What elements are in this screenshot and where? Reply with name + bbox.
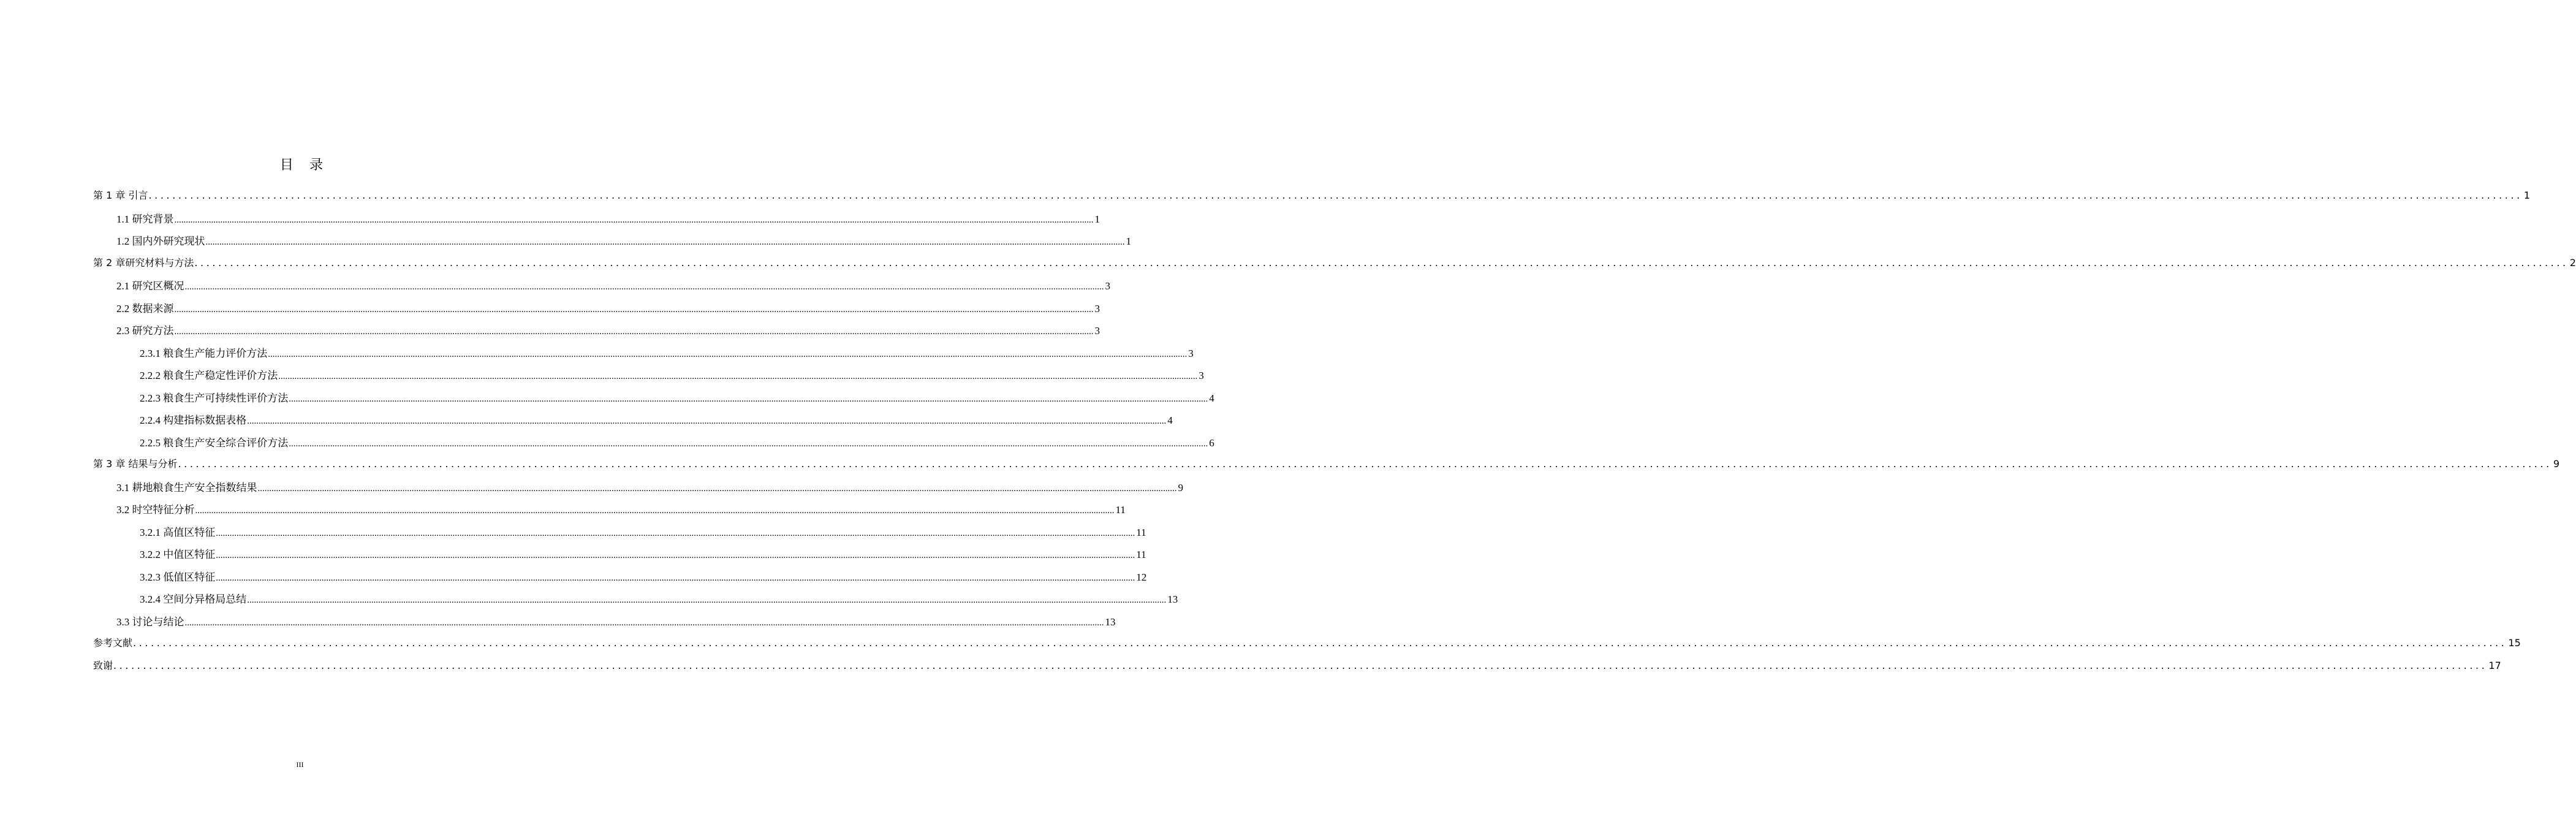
toc-entry-page: 3 — [1094, 302, 1100, 315]
toc-entry-label: 2.2.5 粮食生产安全综合评价方法 — [140, 437, 289, 449]
toc-entry[interactable] — [93, 345, 1194, 367]
toc-entry-page: 12 — [1136, 571, 1147, 583]
toc-entry-page: 3 — [1199, 370, 1204, 381]
toc-entry[interactable] — [93, 277, 1110, 300]
dot-leader: ................................................................................................................................................................................................................................................................................................................................................................................................................ — [133, 637, 2507, 649]
toc-entry-page: 15 — [2508, 637, 2521, 649]
toc-entry-label: 3.3 讨论与结论 — [116, 616, 184, 628]
toc-entry[interactable] — [93, 456, 2560, 479]
toc-entry[interactable] — [93, 322, 1100, 345]
toc-entry[interactable] — [93, 568, 1147, 591]
toc-entry-page: 3 — [1094, 325, 1100, 337]
toc-entry-page: 3 — [1105, 280, 1110, 292]
toc-entry-label: 第 3 章 结果与分析 — [93, 458, 178, 470]
dot-leader: ................................................................................................................................................................................................................................................................................................................................................................................................................ — [216, 573, 1135, 583]
toc-entry[interactable] — [93, 613, 1116, 636]
toc-entry[interactable] — [93, 188, 2531, 210]
toc-entry-label: 1.2 国内外研究现状 — [116, 235, 205, 247]
toc-entry-label: 3.2.1 高值区特征 — [140, 526, 216, 538]
toc-entry-label: 参考文献 — [93, 637, 133, 649]
dot-leader: ................................................................................................................................................................................................................................................................................................................................................................................................................ — [205, 237, 1125, 247]
dot-leader: ................................................................................................................................................................................................................................................................................................................................................................................................................ — [184, 282, 1104, 292]
toc-entry[interactable] — [93, 658, 2501, 681]
toc-entry[interactable] — [93, 255, 2576, 278]
toc-entry-label: 第 1 章 引言 — [93, 189, 148, 201]
toc-entry-label: 3.1 耕地粮食生产安全指数结果 — [116, 481, 257, 494]
dot-leader: ................................................................................................................................................................................................................................................................................................................................................................................................................ — [216, 551, 1135, 560]
dot-leader: ................................................................................................................................................................................................................................................................................................................................................................................................................ — [257, 483, 1177, 494]
toc-entry[interactable] — [93, 590, 1178, 613]
toc-entry-page: 6 — [1209, 437, 1214, 449]
toc-entry-label: 2.2.3 粮食生产可持续性评价方法 — [140, 392, 289, 404]
dot-leader: ................................................................................................................................................................................................................................................................................................................................................................................................................ — [174, 327, 1094, 337]
toc-entry-page: 4 — [1167, 414, 1173, 426]
dot-leader: ................................................................................................................................................................................................................................................................................................................................................................................................................ — [174, 304, 1094, 315]
toc-entry-page: 1 — [1094, 213, 1100, 225]
toc-entry-page: 13 — [1167, 593, 1178, 605]
dot-leader: ................................................................................................................................................................................................................................................................................................................................................................................................................ — [174, 215, 1094, 225]
toc-entry-page: 9 — [1178, 481, 1183, 494]
dot-leader: ................................................................................................................................................................................................................................................................................................................................................................................................................ — [113, 659, 2488, 671]
toc-entry-label: 2.3.1 粮食生产能力评价方法 — [140, 347, 268, 359]
toc-entry-page: 4 — [1209, 392, 1214, 404]
toc-entry-page: 2 — [2569, 256, 2576, 269]
dot-leader: ................................................................................................................................................................................................................................................................................................................................................................................................................ — [247, 595, 1167, 605]
toc-entry[interactable] — [93, 411, 1173, 434]
toc-entry-label: 3.2 时空特征分析 — [116, 504, 195, 516]
toc-entry-label: 3.2.3 低值区特征 — [140, 571, 216, 583]
dot-leader: ................................................................................................................................................................................................................................................................................................................................................................................................................ — [195, 506, 1115, 516]
dot-leader: ................................................................................................................................................................................................................................................................................................................................................................................................................ — [247, 416, 1167, 426]
toc-entry-page: 11 — [1115, 504, 1126, 516]
page-number: III — [296, 760, 304, 769]
toc-entry[interactable] — [93, 232, 1131, 255]
dot-leader: ................................................................................................................................................................................................................................................................................................................................................................................................................ — [148, 189, 2523, 201]
dot-leader: ................................................................................................................................................................................................................................................................................................................................................................................................................ — [184, 617, 1104, 628]
toc-entry-label: 第 2 章研究材料与方法 — [93, 256, 194, 269]
toc-entry-label: 2.2 数据来源 — [116, 302, 174, 315]
toc-entry-page: 17 — [2488, 659, 2501, 671]
toc-title: 目 录 — [279, 158, 325, 173]
table-of-contents — [93, 188, 2576, 680]
toc-entry-label: 3.2.4 空间分异格局总结 — [140, 593, 247, 605]
toc-entry-page: 11 — [1136, 549, 1146, 560]
toc-entry[interactable] — [93, 389, 1214, 412]
toc-entry-label: 2.3 研究方法 — [116, 325, 174, 337]
toc-entry-label: 1.1 研究背景 — [116, 213, 174, 225]
dot-leader: ................................................................................................................................................................................................................................................................................................................................................................................................................ — [289, 438, 1208, 449]
toc-entry-page: 1 — [1126, 235, 1131, 247]
toc-entry-label: 2.2.2 粮食生产稳定性评价方法 — [140, 370, 278, 381]
toc-entry[interactable] — [93, 210, 1100, 233]
toc-entry-page: 11 — [1136, 526, 1146, 538]
toc-entry[interactable] — [93, 300, 1100, 322]
toc-entry-page: 13 — [1105, 616, 1116, 628]
toc-entry-page: 1 — [2523, 189, 2531, 201]
dot-leader: ................................................................................................................................................................................................................................................................................................................................................................................................................ — [216, 528, 1135, 538]
toc-entry[interactable] — [93, 479, 1183, 502]
toc-entry[interactable] — [93, 367, 1204, 389]
dot-leader: ................................................................................................................................................................................................................................................................................................................................................................................................................ — [178, 458, 2552, 470]
toc-entry[interactable] — [93, 635, 2521, 658]
toc-entry-page: 9 — [2553, 458, 2560, 470]
dot-leader: ................................................................................................................................................................................................................................................................................................................................................................................................................ — [278, 372, 1198, 381]
dot-leader: ................................................................................................................................................................................................................................................................................................................................................................................................................ — [194, 256, 2569, 269]
toc-entry[interactable] — [93, 434, 1214, 457]
toc-entry-label: 2.1 研究区概况 — [116, 280, 184, 292]
toc-entry-label: 3.2.2 中值区特征 — [140, 549, 216, 560]
toc-entry-label: 致谢 — [93, 659, 113, 671]
dot-leader: ................................................................................................................................................................................................................................................................................................................................................................................................................ — [268, 349, 1188, 359]
toc-entry[interactable] — [93, 501, 1126, 524]
toc-entry-label: 2.2.4 构建指标数据表格 — [140, 414, 247, 426]
toc-entry-page: 3 — [1188, 347, 1194, 359]
toc-entry[interactable] — [93, 546, 1146, 568]
toc-entry[interactable] — [93, 524, 1146, 546]
dot-leader: ................................................................................................................................................................................................................................................................................................................................................................................................................ — [289, 394, 1208, 404]
